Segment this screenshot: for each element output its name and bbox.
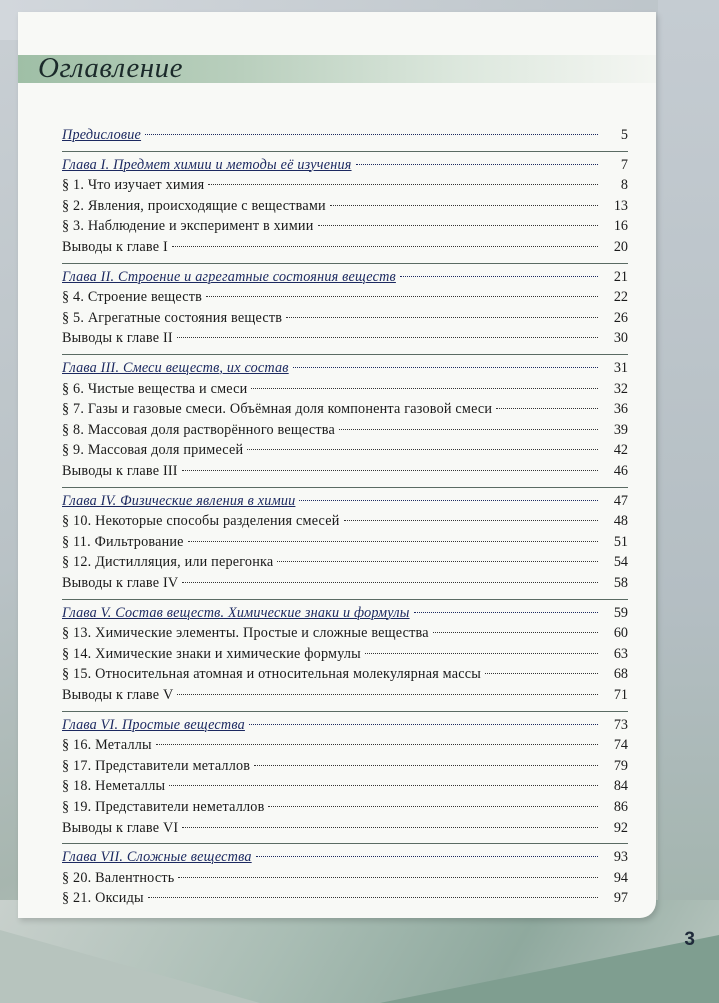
toc-entry-label: Глава VI. Простые вещества bbox=[62, 716, 245, 733]
dot-leader bbox=[169, 785, 598, 786]
dot-leader bbox=[251, 388, 598, 389]
toc-entry-page: 22 bbox=[613, 289, 628, 306]
dot-leader bbox=[177, 694, 598, 695]
toc-entry-page: 74 bbox=[613, 737, 628, 754]
toc-entry-label: Выводы к главе VI bbox=[62, 819, 179, 836]
dot-leader bbox=[254, 765, 598, 766]
toc-entry-page: 68 bbox=[613, 666, 628, 683]
toc-entry-label: § 18. Неметаллы bbox=[62, 778, 166, 795]
toc-entry-page: 8 bbox=[620, 177, 628, 194]
toc-entry-label: § 1. Что изучает химия bbox=[62, 177, 205, 194]
toc-entry-label: § 7. Газы и газовые смеси. Объёмная доля компонента газовой смеси bbox=[62, 401, 493, 418]
toc-entry-page: 48 bbox=[613, 513, 628, 530]
toc-entry-label: § 10. Некоторые способы разделения смесей bbox=[62, 513, 340, 530]
toc-chapter-row[interactable] bbox=[62, 847, 628, 867]
toc-entry-label: § 2. Явления, происходящие с веществами bbox=[62, 197, 326, 214]
toc-summary-row[interactable] bbox=[62, 328, 628, 348]
toc-entry-page: 86 bbox=[613, 799, 628, 815]
toc-entry-label: § 17. Представители металлов bbox=[62, 757, 251, 774]
toc-entry-page: 21 bbox=[613, 268, 628, 285]
toc-section-row[interactable] bbox=[62, 868, 628, 888]
toc-entry-label: § 20. Валентность bbox=[62, 869, 175, 886]
dot-leader bbox=[247, 449, 598, 450]
background-shape bbox=[380, 935, 719, 1003]
dot-leader bbox=[206, 296, 598, 297]
dot-leader bbox=[188, 541, 598, 542]
toc-entry-page: 59 bbox=[613, 604, 628, 621]
toc-entry-page: 54 bbox=[613, 554, 628, 571]
toc-entry-page: 13 bbox=[613, 197, 628, 214]
toc-entry-page: 42 bbox=[613, 442, 628, 459]
background-right bbox=[658, 0, 719, 1003]
chapter-divider bbox=[62, 263, 628, 264]
toc-section-row[interactable] bbox=[62, 644, 628, 664]
dot-leader bbox=[400, 276, 598, 277]
toc-section-row[interactable] bbox=[62, 196, 628, 216]
toc-summary-row[interactable] bbox=[62, 237, 628, 257]
toc-entry-label: § 13. Химические элементы. Простые и сложные вещества bbox=[62, 625, 429, 642]
dot-leader bbox=[182, 470, 598, 471]
toc-entry-label: Выводы к главе I bbox=[62, 239, 168, 255]
dot-leader bbox=[172, 246, 598, 247]
toc-entry-page: 94 bbox=[613, 869, 628, 886]
toc-summary-row[interactable] bbox=[62, 685, 628, 705]
toc-chapter-row[interactable] bbox=[62, 125, 628, 145]
chapter-divider bbox=[62, 487, 628, 488]
toc-entry-label: Глава IV. Физические явления в химии bbox=[62, 492, 296, 509]
dot-leader bbox=[485, 673, 598, 674]
toc-entry-page: 73 bbox=[613, 716, 628, 733]
dot-leader bbox=[268, 806, 598, 807]
toc-summary-row[interactable] bbox=[62, 818, 628, 838]
toc-entry-label: Выводы к главе V bbox=[62, 687, 174, 703]
toc-section-row[interactable] bbox=[62, 888, 628, 908]
dot-leader bbox=[365, 653, 598, 654]
toc-chapter-row[interactable] bbox=[62, 603, 628, 623]
dot-leader bbox=[356, 164, 598, 165]
toc-entry-label: § 14. Химические знаки и химические формулы bbox=[62, 645, 361, 662]
background-shape bbox=[0, 930, 260, 1003]
dot-leader bbox=[249, 724, 598, 725]
toc-entry-page: 46 bbox=[613, 463, 628, 479]
toc-section-row[interactable] bbox=[62, 623, 628, 643]
dot-leader bbox=[414, 612, 598, 613]
toc-entry-label: § 16. Металлы bbox=[62, 737, 152, 754]
toc-section-row[interactable] bbox=[62, 175, 628, 195]
toc-entry-page: 16 bbox=[613, 218, 628, 235]
toc-chapter-row[interactable] bbox=[62, 491, 628, 511]
dot-leader bbox=[148, 897, 598, 898]
page-title: Оглавление bbox=[38, 52, 183, 84]
dot-leader bbox=[496, 408, 598, 409]
toc-section-row[interactable] bbox=[62, 664, 628, 684]
toc-entry-label: § 21. Оксиды bbox=[62, 890, 144, 907]
dot-leader bbox=[145, 134, 598, 135]
toc-entry-label: Выводы к главе IV bbox=[62, 575, 179, 591]
chapter-divider bbox=[62, 599, 628, 600]
toc-entry-page: 84 bbox=[613, 778, 628, 795]
toc-section-row[interactable] bbox=[62, 216, 628, 236]
toc-entry-page: 31 bbox=[613, 360, 628, 376]
toc-entry-label: Предисловие bbox=[62, 127, 142, 143]
toc-section-row[interactable] bbox=[62, 511, 628, 531]
toc-chapter-row[interactable] bbox=[62, 358, 628, 378]
toc-entry-label: Глава II. Строение и агрегатные состояния веществ bbox=[62, 268, 396, 285]
toc-entry-label: § 8. Массовая доля растворённого вещества bbox=[62, 421, 335, 438]
toc-entry-page: 60 bbox=[613, 625, 628, 642]
dot-leader bbox=[156, 744, 598, 745]
toc-entry-label: Глава VII. Сложные вещества bbox=[62, 849, 252, 866]
chapter-divider bbox=[62, 711, 628, 712]
toc-entry-label: § 5. Агрегатные состояния веществ bbox=[62, 309, 283, 326]
toc-entry-label: § 11. Фильтрование bbox=[62, 533, 184, 550]
toc-entry-page: 26 bbox=[613, 309, 628, 326]
toc-entry-page: 51 bbox=[613, 533, 628, 550]
toc-chapter-row[interactable] bbox=[62, 267, 628, 287]
toc-entry-label: § 9. Массовая доля примесей bbox=[62, 442, 244, 459]
dot-leader bbox=[433, 632, 598, 633]
toc-section-row[interactable] bbox=[62, 756, 628, 776]
dot-leader bbox=[339, 429, 598, 430]
toc-section-row[interactable] bbox=[62, 379, 628, 399]
toc-section-row[interactable] bbox=[62, 735, 628, 755]
chapter-divider bbox=[62, 354, 628, 355]
toc-entry-label: § 15. Относительная атомная и относительная молекулярная массы bbox=[62, 666, 481, 683]
toc-summary-row[interactable] bbox=[62, 573, 628, 593]
dot-leader bbox=[293, 367, 598, 368]
toc-entry-label: Глава V. Состав веществ. Химические знаки и формулы bbox=[62, 604, 410, 621]
toc-entry-page: 97 bbox=[613, 890, 628, 907]
toc-section-row[interactable] bbox=[62, 287, 628, 307]
toc-chapter-row[interactable] bbox=[62, 715, 628, 735]
dot-leader bbox=[256, 856, 598, 857]
toc-entry-page: 39 bbox=[613, 421, 628, 438]
dot-leader bbox=[178, 877, 598, 878]
toc-chapter-row[interactable] bbox=[62, 155, 628, 175]
dot-leader bbox=[318, 225, 599, 226]
dot-leader bbox=[182, 827, 598, 828]
toc-entry-label: Глава I. Предмет химии и методы её изучения bbox=[62, 156, 352, 173]
toc-summary-row[interactable] bbox=[62, 461, 628, 481]
chapter-divider bbox=[62, 151, 628, 152]
toc-entry-page: 32 bbox=[613, 380, 628, 397]
toc-entry-page: 30 bbox=[613, 330, 628, 347]
dot-leader bbox=[277, 561, 598, 562]
toc-entry-page: 20 bbox=[613, 239, 628, 255]
toc-entry-page: 79 bbox=[613, 757, 628, 774]
toc-entry-label: § 19. Представители неметаллов bbox=[62, 799, 265, 815]
chapter-divider bbox=[62, 843, 628, 844]
toc-entry-label: § 12. Дистилляция, или перегонка bbox=[62, 554, 274, 571]
toc-section-row[interactable] bbox=[62, 440, 628, 460]
toc-section-row[interactable] bbox=[62, 399, 628, 419]
dot-leader bbox=[182, 582, 598, 583]
page-number: 3 bbox=[684, 929, 695, 950]
toc-entry-label: § 6. Чистые вещества и смеси bbox=[62, 380, 248, 397]
dot-leader bbox=[286, 317, 598, 318]
toc-section-row[interactable] bbox=[62, 797, 628, 817]
dot-leader bbox=[330, 205, 598, 206]
toc-entry-label: § 4. Строение веществ bbox=[62, 289, 203, 306]
toc-entry-page: 47 bbox=[613, 492, 628, 509]
toc-section-row[interactable] bbox=[62, 308, 628, 328]
toc-entry-page: 5 bbox=[620, 127, 628, 143]
toc-entry-label: § 3. Наблюдение и эксперимент в химии bbox=[62, 218, 314, 235]
dot-leader bbox=[344, 520, 598, 521]
toc-entry-page: 58 bbox=[613, 575, 628, 591]
dot-leader bbox=[208, 184, 598, 185]
toc-entry-label: Выводы к главе III bbox=[62, 463, 178, 479]
toc-entry-page: 71 bbox=[613, 687, 628, 703]
toc-entry-page: 7 bbox=[620, 156, 628, 173]
toc-section-row[interactable] bbox=[62, 420, 628, 440]
toc-section-row[interactable] bbox=[62, 776, 628, 796]
dot-leader bbox=[177, 337, 598, 338]
toc-entry-label: Глава III. Смеси веществ, их состав bbox=[62, 360, 289, 376]
dot-leader bbox=[299, 500, 598, 501]
toc-entry-page: 92 bbox=[613, 819, 628, 836]
toc-entry-page: 36 bbox=[613, 401, 628, 418]
toc-section-row[interactable] bbox=[62, 532, 628, 552]
toc-entry-page: 63 bbox=[613, 645, 628, 662]
toc-entry-label: Выводы к главе II bbox=[62, 330, 173, 347]
toc-entry-page: 93 bbox=[613, 849, 628, 866]
toc-section-row[interactable] bbox=[62, 552, 628, 572]
